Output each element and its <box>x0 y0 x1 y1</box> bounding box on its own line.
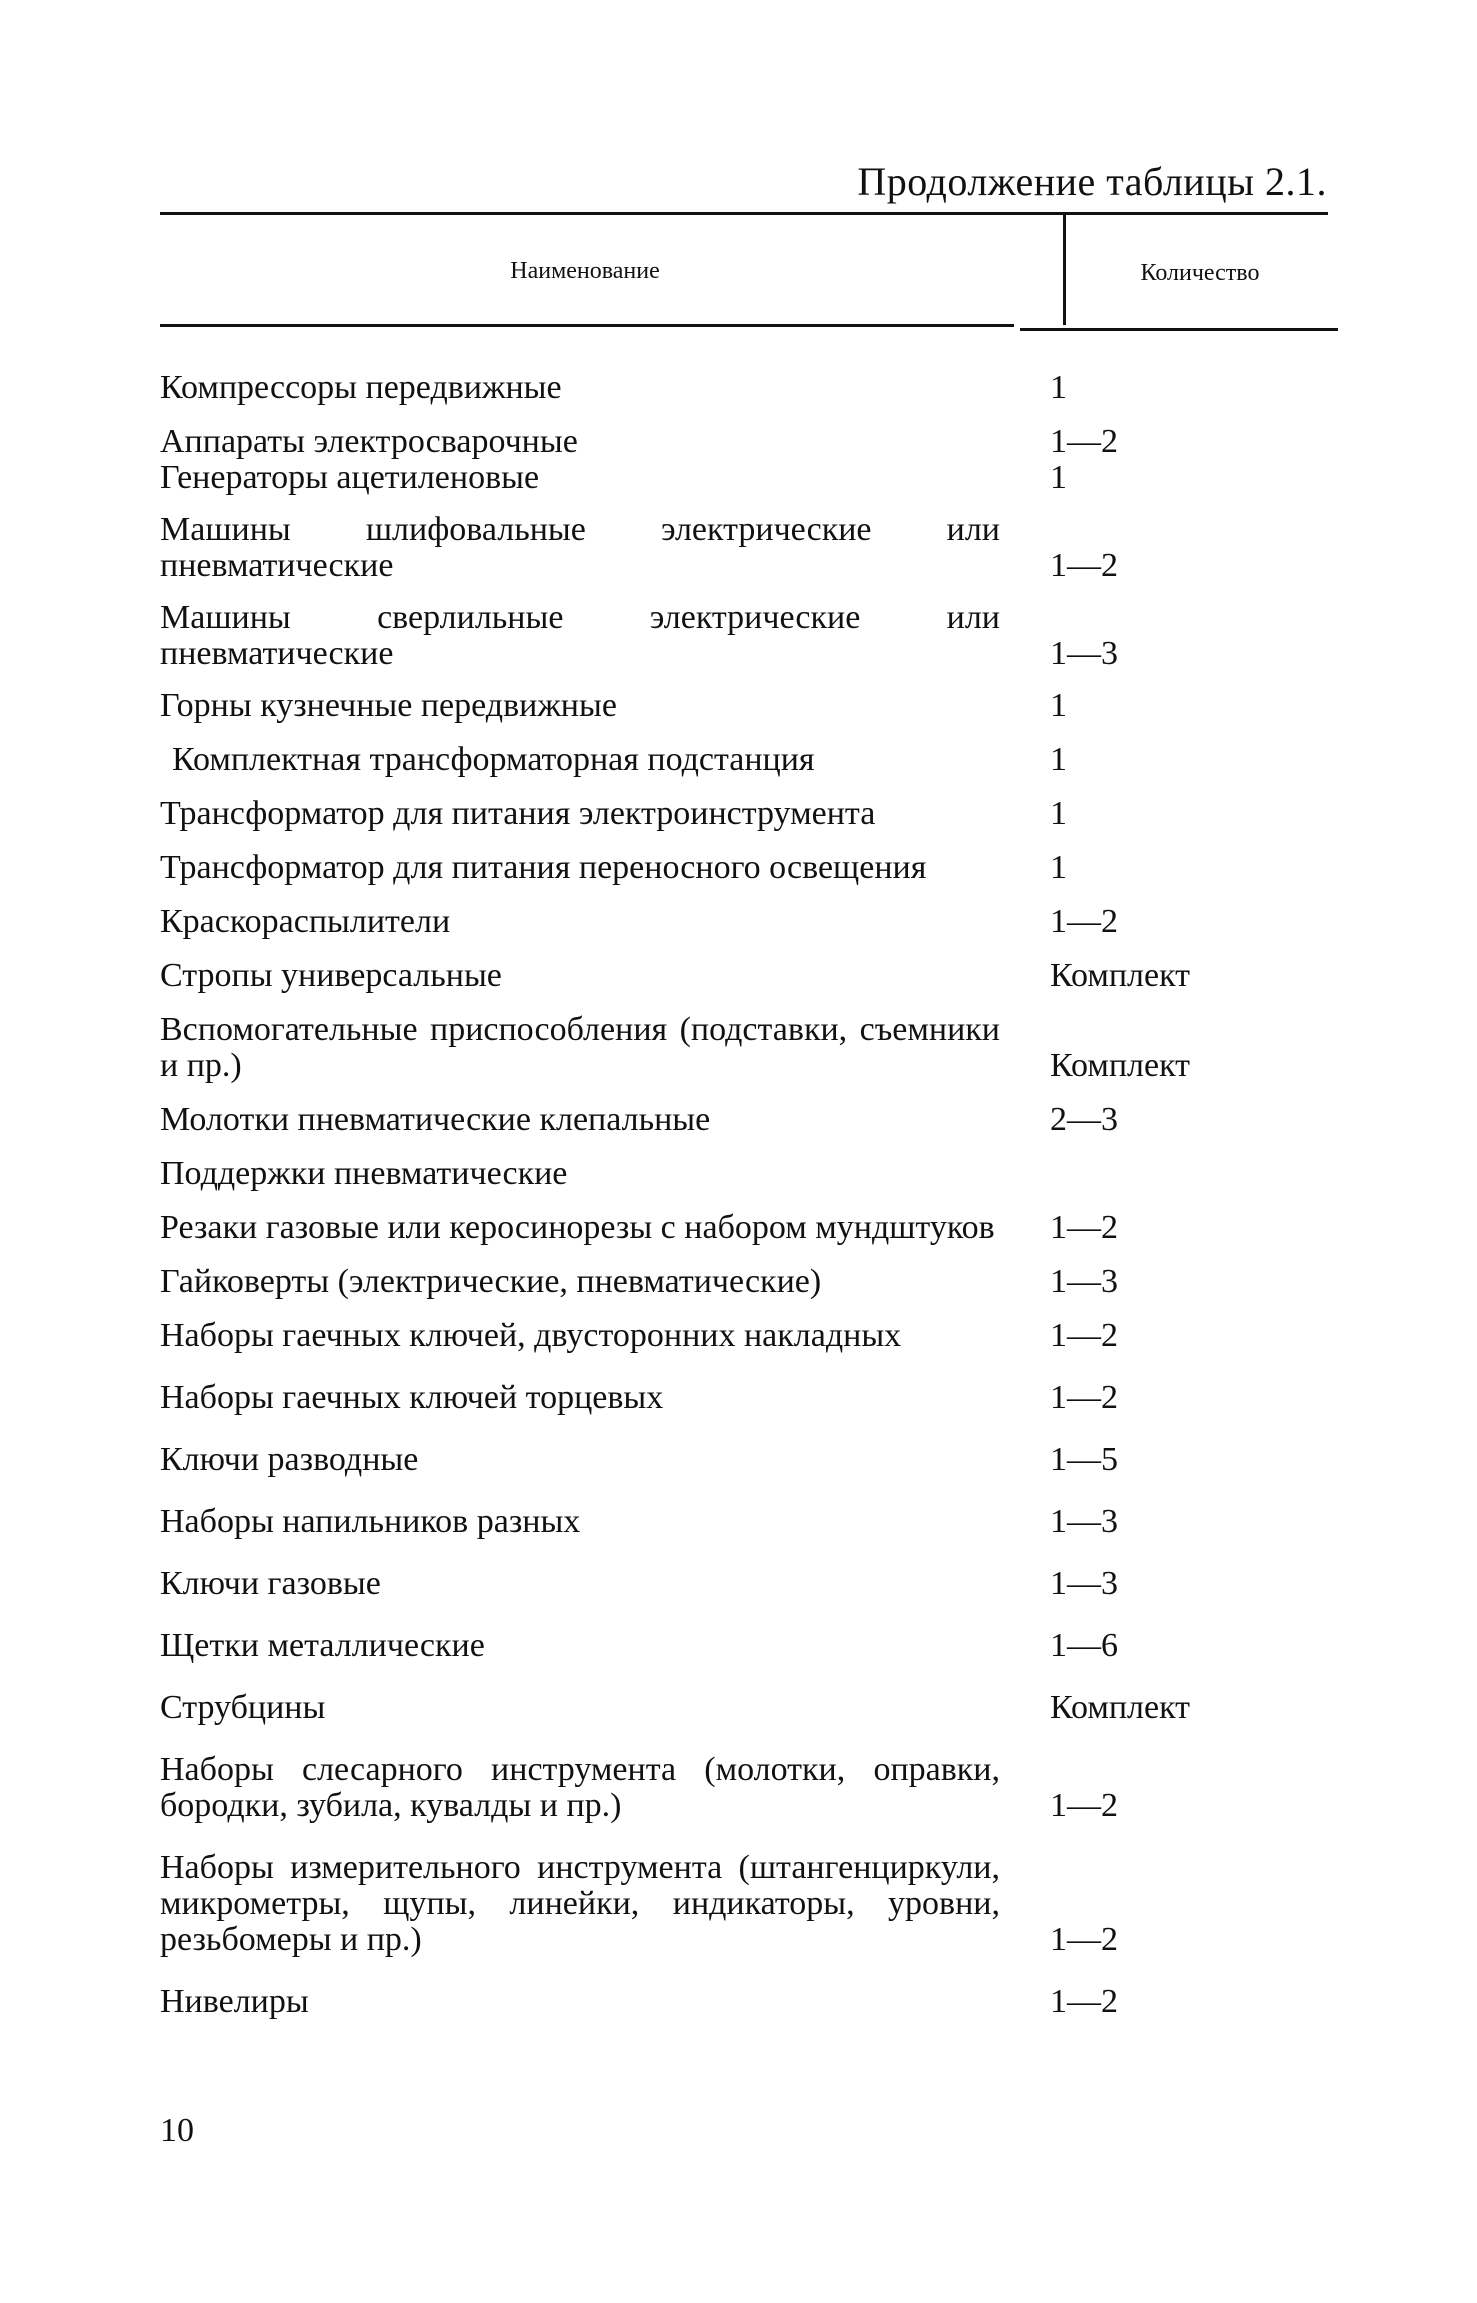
column-header-name: Наименование <box>510 258 660 284</box>
table-row <box>160 850 1340 886</box>
row-quantity: 1—3 <box>1050 1565 1118 1602</box>
row-name: Наборы слесарного инструмента (молотки, оправки, бородки, зубила, кувалды и пр.) <box>160 1751 1000 1824</box>
table-row <box>160 1628 1340 1664</box>
row-name: Наборы гаечных ключей, двусторонних накладных <box>160 1317 902 1354</box>
row-quantity: 1—2 <box>1050 423 1118 460</box>
row-name: Стропы универсальные <box>160 957 502 994</box>
row-name: Поддержки пневматические <box>160 1155 568 1192</box>
row-name: Резаки газовые или керосинорезы с набором мундштуков <box>160 1209 995 1246</box>
row-name: Генераторы ацетиленовые <box>160 459 540 496</box>
table-row <box>160 904 1340 940</box>
table-row <box>160 1156 1340 1192</box>
header-column-divider <box>1063 215 1066 325</box>
row-name: Горны кузнечные передвижные <box>160 687 617 724</box>
row-name: Вспомогательные приспособления (подставки, съемники и пр.) <box>160 1011 1000 1084</box>
row-name: Комплектная трансформаторная подстанция <box>172 741 815 778</box>
row-name: Машины сверлильные электрические или пневматические <box>160 599 1000 672</box>
table-row <box>160 742 1340 778</box>
table-row <box>160 1102 1340 1138</box>
table-row <box>160 796 1340 832</box>
table-row <box>160 1012 1340 1084</box>
table-body <box>160 360 1340 2020</box>
header-bottom-rule-right <box>1020 328 1338 331</box>
row-quantity: 1—2 <box>1050 547 1118 584</box>
row-name: Краскораспылители <box>160 903 451 940</box>
row-quantity: Комплект <box>1050 1047 1191 1084</box>
row-name: Струбцины <box>160 1689 326 1726</box>
row-name: Наборы измерительного инструмента (штангенциркули, микрометры, щупы, линейки, индикаторы, уровни, резьбомеры и пр.) <box>160 1849 1000 1958</box>
row-quantity: 1—2 <box>1050 903 1118 940</box>
table-continuation-caption: Продолжение таблицы 2.1. <box>857 159 1327 204</box>
row-quantity: 1—3 <box>1050 1503 1118 1540</box>
header-bottom-rule-left <box>160 324 1014 327</box>
row-name: Компрессоры передвижные <box>160 369 562 406</box>
table-row <box>160 958 1340 994</box>
page-number: 10 <box>160 2112 194 2149</box>
row-name: Ключи разводные <box>160 1441 419 1478</box>
row-quantity: 1 <box>1050 741 1067 778</box>
table-row <box>160 1566 1340 1602</box>
table-top-rule <box>160 212 1328 215</box>
row-quantity: 1 <box>1050 369 1067 406</box>
table-row <box>160 688 1340 724</box>
table-row <box>160 1264 1340 1300</box>
row-quantity: 1—3 <box>1050 1263 1118 1300</box>
row-name: Машины шлифовальные электрические или пневматические <box>160 511 1000 584</box>
row-quantity: 1—6 <box>1050 1627 1118 1664</box>
row-quantity: 1—2 <box>1050 1921 1118 1958</box>
row-quantity: 2—3 <box>1050 1101 1118 1138</box>
row-quantity: 1 <box>1050 795 1067 832</box>
row-quantity: 1—2 <box>1050 1317 1118 1354</box>
row-name: Ключи газовые <box>160 1565 381 1602</box>
row-quantity: 1 <box>1050 687 1067 724</box>
table-row <box>160 370 1340 406</box>
row-name: Гайковерты (электрические, пневматические) <box>160 1263 822 1300</box>
row-name: Нивелиры <box>160 1983 309 2020</box>
table-row <box>160 460 1340 496</box>
table-row <box>160 600 1340 672</box>
row-quantity: Комплект <box>1050 1689 1191 1726</box>
row-quantity: 1 <box>1050 849 1067 886</box>
table-row <box>160 424 1340 460</box>
table-row <box>160 1318 1340 1354</box>
row-name: Наборы гаечных ключей торцевых <box>160 1379 664 1416</box>
table-row <box>160 1380 1340 1416</box>
row-quantity: 1—2 <box>1050 1379 1118 1416</box>
table-row <box>160 1690 1340 1726</box>
row-name: Аппараты электросварочные <box>160 423 578 460</box>
row-name: Щетки металлические <box>160 1627 485 1664</box>
table-row <box>160 1504 1340 1540</box>
row-name: Наборы напильников разных <box>160 1503 581 1540</box>
row-quantity: 1—2 <box>1050 1787 1118 1824</box>
table-row <box>160 1442 1340 1478</box>
row-name: Трансформатор для питания электроинструмента <box>160 795 876 832</box>
table-row <box>160 512 1340 584</box>
row-quantity: Комплект <box>1050 957 1191 994</box>
table-row <box>160 1210 1340 1246</box>
row-quantity: 1—2 <box>1050 1209 1118 1246</box>
row-quantity: 1—5 <box>1050 1441 1118 1478</box>
row-quantity: 1—3 <box>1050 635 1118 672</box>
row-quantity: 1 <box>1050 459 1067 496</box>
row-quantity: 1—2 <box>1050 1983 1118 2020</box>
row-name: Молотки пневматические клепальные <box>160 1101 711 1138</box>
table-row <box>160 1752 1340 1824</box>
table-row <box>160 1984 1340 2020</box>
row-name: Трансформатор для питания переносного освещения <box>160 849 927 886</box>
table-row <box>160 1850 1340 1958</box>
column-header-quantity: Количество <box>1140 260 1260 286</box>
